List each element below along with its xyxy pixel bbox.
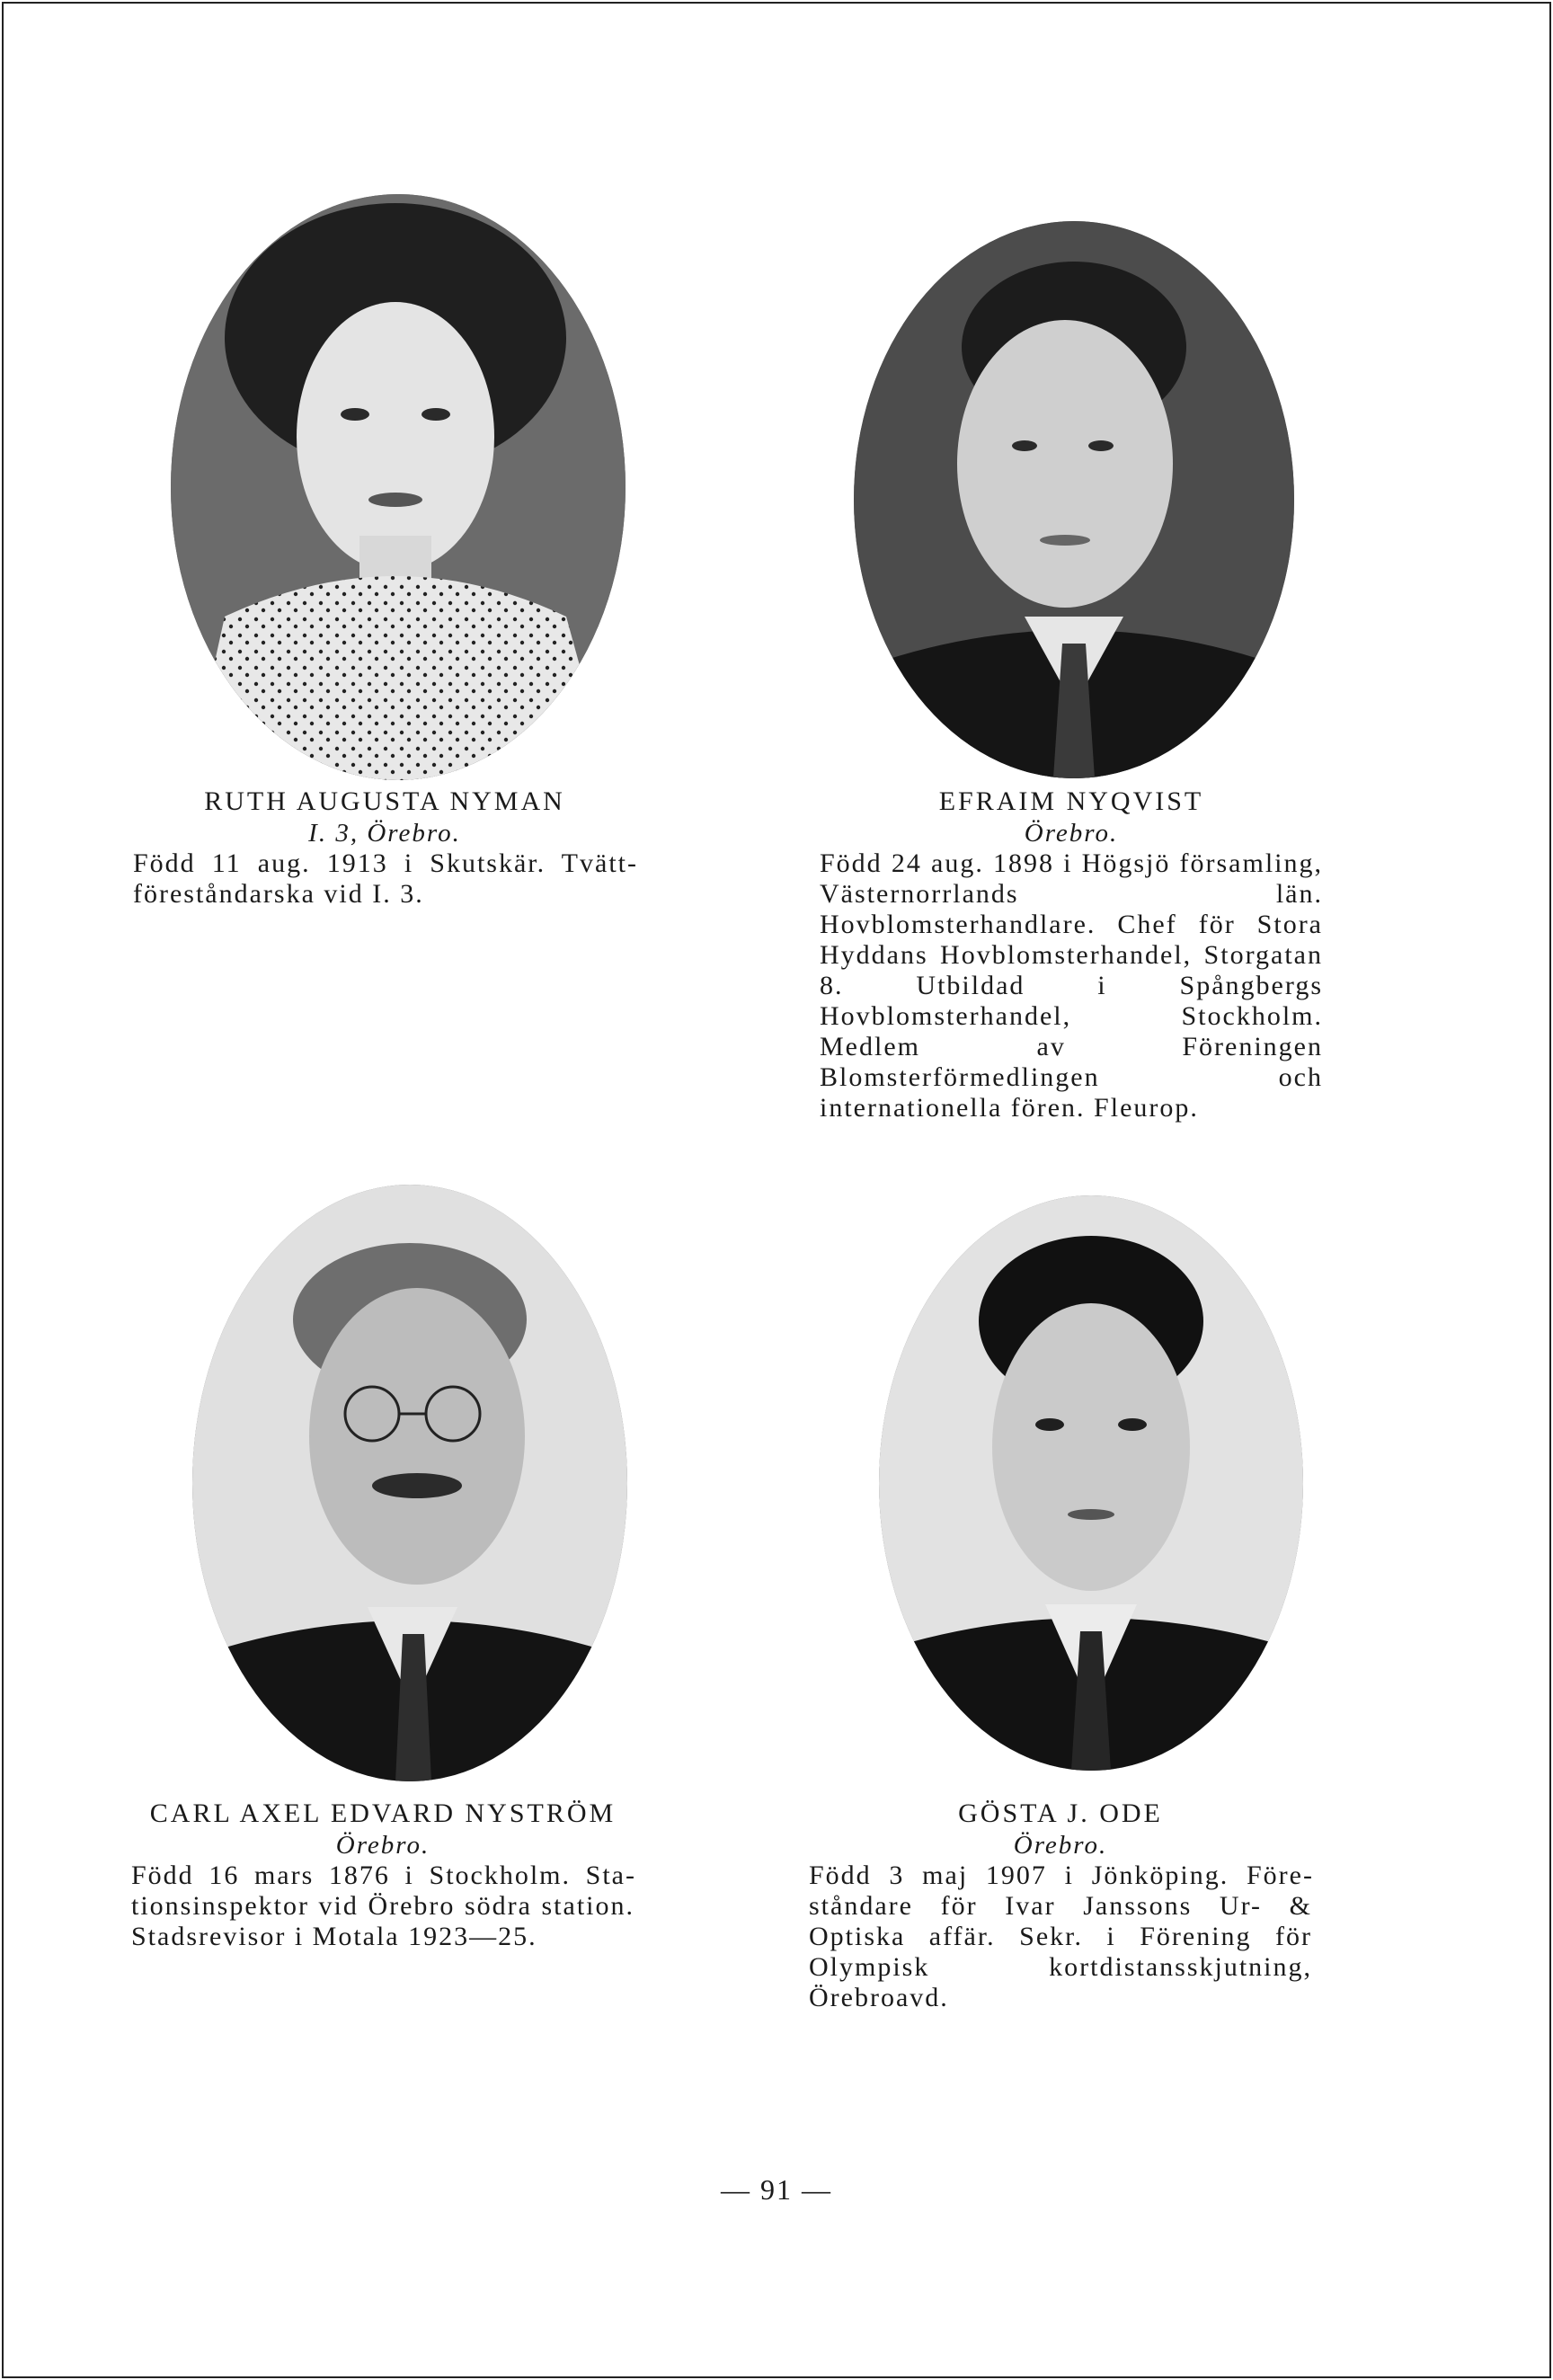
person-name: RUTH AUGUSTA NYMAN [204, 786, 565, 816]
person-bio: Född 3 maj 1907 i Jönköping. Föreståndare för Ivar Janssons Ur- & Optiska affär. Sekr. i Förening för Olympisk kortdistansskjutning, Örebroavd. [809, 1860, 1312, 2012]
person-bio: Född 11 aug. 1913 i Skutskär. Tvättföreståndarska vid I. 3. [133, 848, 636, 909]
entry-ruth-nyman [133, 786, 636, 910]
person-name: GÖSTA J. ODE [958, 1798, 1163, 1828]
page-number: — 91 — [721, 2173, 832, 2206]
person-place: I. 3, Örebro. [308, 819, 461, 848]
entry-efraim-nyqvist [820, 786, 1323, 1123]
person-place: Örebro. [1013, 1831, 1108, 1860]
portrait-gosta-ode [879, 1195, 1303, 1771]
entry-carl-nystrom [131, 1798, 635, 1952]
entry-gosta-ode [809, 1798, 1312, 2013]
portrait-ruth-nyman [171, 194, 626, 780]
person-name: EFRAIM NYQVIST [938, 786, 1204, 816]
portrait-carl-nystrom [192, 1185, 627, 1781]
person-bio: Född 24 aug. 1898 i Högsjö församling, Västernorrlands län. Hovblomsterhandlare. Chef för Stora Hyddans Hovblomsterhandel, Storgatan 8. Utbildad i Spångbergs Hovblomsterhandel, Stockholm. Medlem av Föreningen Blomsterförmedlingen och internationella fören. Fleurop. [820, 848, 1323, 1123]
person-name: CARL AXEL EDVARD NYSTRÖM [149, 1798, 617, 1828]
person-bio: Född 16 mars 1876 i Stockholm. Stationsinspektor vid Örebro södra station. Stadsrevisor i Motala 1923—25. [131, 1860, 635, 1951]
person-place: Örebro. [1024, 819, 1119, 848]
portrait-efraim-nyqvist [854, 221, 1294, 778]
person-place: Örebro. [335, 1831, 430, 1860]
